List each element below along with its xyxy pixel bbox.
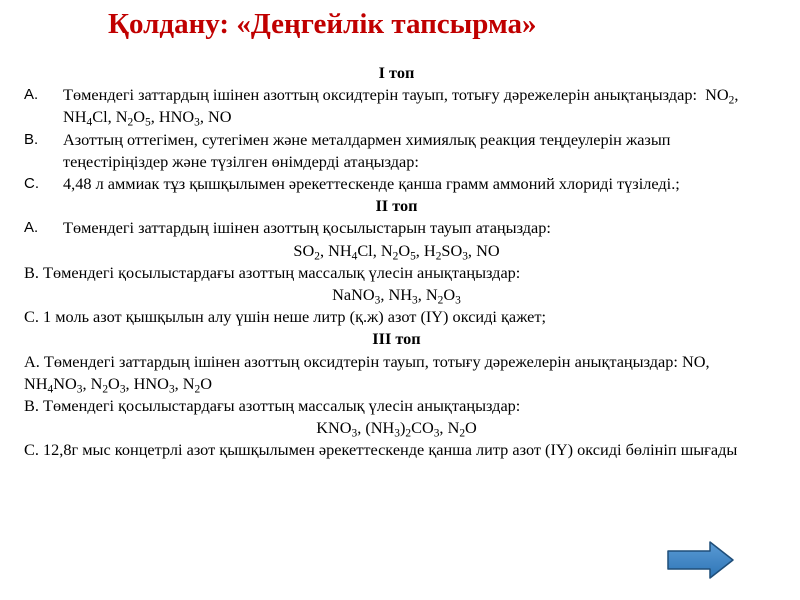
chemical-formula: $(NH_3)_2CO_3$ [365, 418, 440, 440]
task-marker: A. [24, 219, 39, 237]
chemical-formula: $N_2O_5$ [115, 107, 151, 129]
chemical-formula: $NH_4Cl$ [63, 107, 108, 129]
group-2-task-c: С. 1 моль азот қышқылын алу үшін неше литр (қ.ж) азот (ІҮ) оксиді қажет; [24, 307, 547, 327]
next-slide-button[interactable] [666, 540, 736, 580]
task-text [63, 84, 769, 128]
right-arrow-icon [666, 540, 736, 580]
formula-list: NaNO$_3$, $NH_3$, $N_2O_3$ [332, 285, 461, 307]
group-1-heading: І топ [378, 63, 415, 82]
chemical-formula: $NO_2$ [705, 85, 735, 107]
task-text: Азоттың оттегімен, сутегімен және металдармен химиялық реакция теңдеулерін жазып теңестіріңіздер және түзілген өнімдерді атаңыздар: [63, 129, 671, 171]
task-marker: A. [24, 86, 39, 104]
formula-list: NO, $NH_4NO_3$, $N_2O_3$, $HNO_3$, $N_2O$ [24, 351, 710, 396]
chemical-formula: $NH_3$ [388, 285, 418, 307]
chemical-formula: $N_2O$ [447, 418, 477, 440]
chemical-formula: $N_2O$ [182, 373, 213, 396]
group-1-task-a [24, 84, 769, 128]
chemical-formula: $N_2O_3$ [425, 285, 461, 307]
formula-list: $KNO_3$, $(NH_3)_2CO_3$, $N_2O$ [316, 418, 477, 440]
chemical-formula: $SO_2$ [293, 240, 320, 263]
slide-title: Қолдану: «Деңгейлік тапсырма» [108, 8, 537, 40]
chemical-formula: $H_2SO_3$ [423, 240, 468, 263]
chemical-formula: $HNO_3$ [133, 373, 175, 396]
task-content [24, 62, 769, 462]
chemical-formula: NO [207, 107, 232, 127]
task-text: 4,48 л аммиак тұз қышқылымен әрекеттескенде қанша грамм аммоний хлориді түзіледі.; [63, 174, 680, 194]
group-1-task-c [24, 173, 769, 195]
task-text: Төмендегі заттардың ішінен азоттың қосылыстарын тауып атаңыздар: [63, 218, 551, 238]
chemical-formula: $N_2O_5$ [380, 240, 416, 263]
chemical-formula: NaNO$_3$ [332, 285, 381, 307]
task-marker: B. [24, 130, 39, 148]
group-2-heading: ІІ топ [375, 196, 418, 216]
chemical-formula: $NH_4NO_3$ [24, 373, 83, 396]
chemical-formula: $NH_4Cl$ [328, 240, 373, 263]
task-marker: C. [24, 175, 39, 193]
group-2-task-a [24, 217, 769, 239]
group-3-task-b: В. Төмендегі қосылыстардағы азоттың массалық үлесін анықтаңыздар: [24, 396, 521, 416]
chemical-formula: $HNO_3$ [158, 107, 200, 129]
chemical-formula: $N_2O_3$ [90, 373, 126, 396]
task-question: Төмендегі заттардың ішінен азоттың оксидтерін тауып, тотығу дәрежелерін анықтаңыздар: [63, 85, 697, 105]
chemical-formula: NO [476, 240, 500, 260]
task-question: А. Төмендегі заттардың ішінен азоттың оксидтерін тауып, тотығу дәрежелерін анықтаңыздар: [24, 351, 678, 371]
group-3-heading: ІІІ топ [372, 329, 421, 349]
formula-list: $SO_2$, $NH_4Cl$, $N_2O_5$, $H_2SO_3$, NO [293, 240, 500, 263]
group-3-task-c: С. 12,8г мыс концетрлі азот қышқылымен әрекеттескенде қанша литр азот (ІҮ) оксиді бөлініп шығады [24, 440, 738, 460]
chemical-formula: NO [681, 351, 706, 371]
group-1-task-b [24, 129, 769, 173]
chemical-formula: $KNO_3$ [316, 418, 358, 440]
group-3-task-a [24, 351, 769, 395]
group-2-task-b: В. Төмендегі қосылыстардағы азоттың массалық үлесін анықтаңыздар: [24, 262, 521, 282]
formula-list: $NO_2$, $NH_4Cl$, $N_2O_5$, $HNO_3$, NO [63, 85, 739, 129]
